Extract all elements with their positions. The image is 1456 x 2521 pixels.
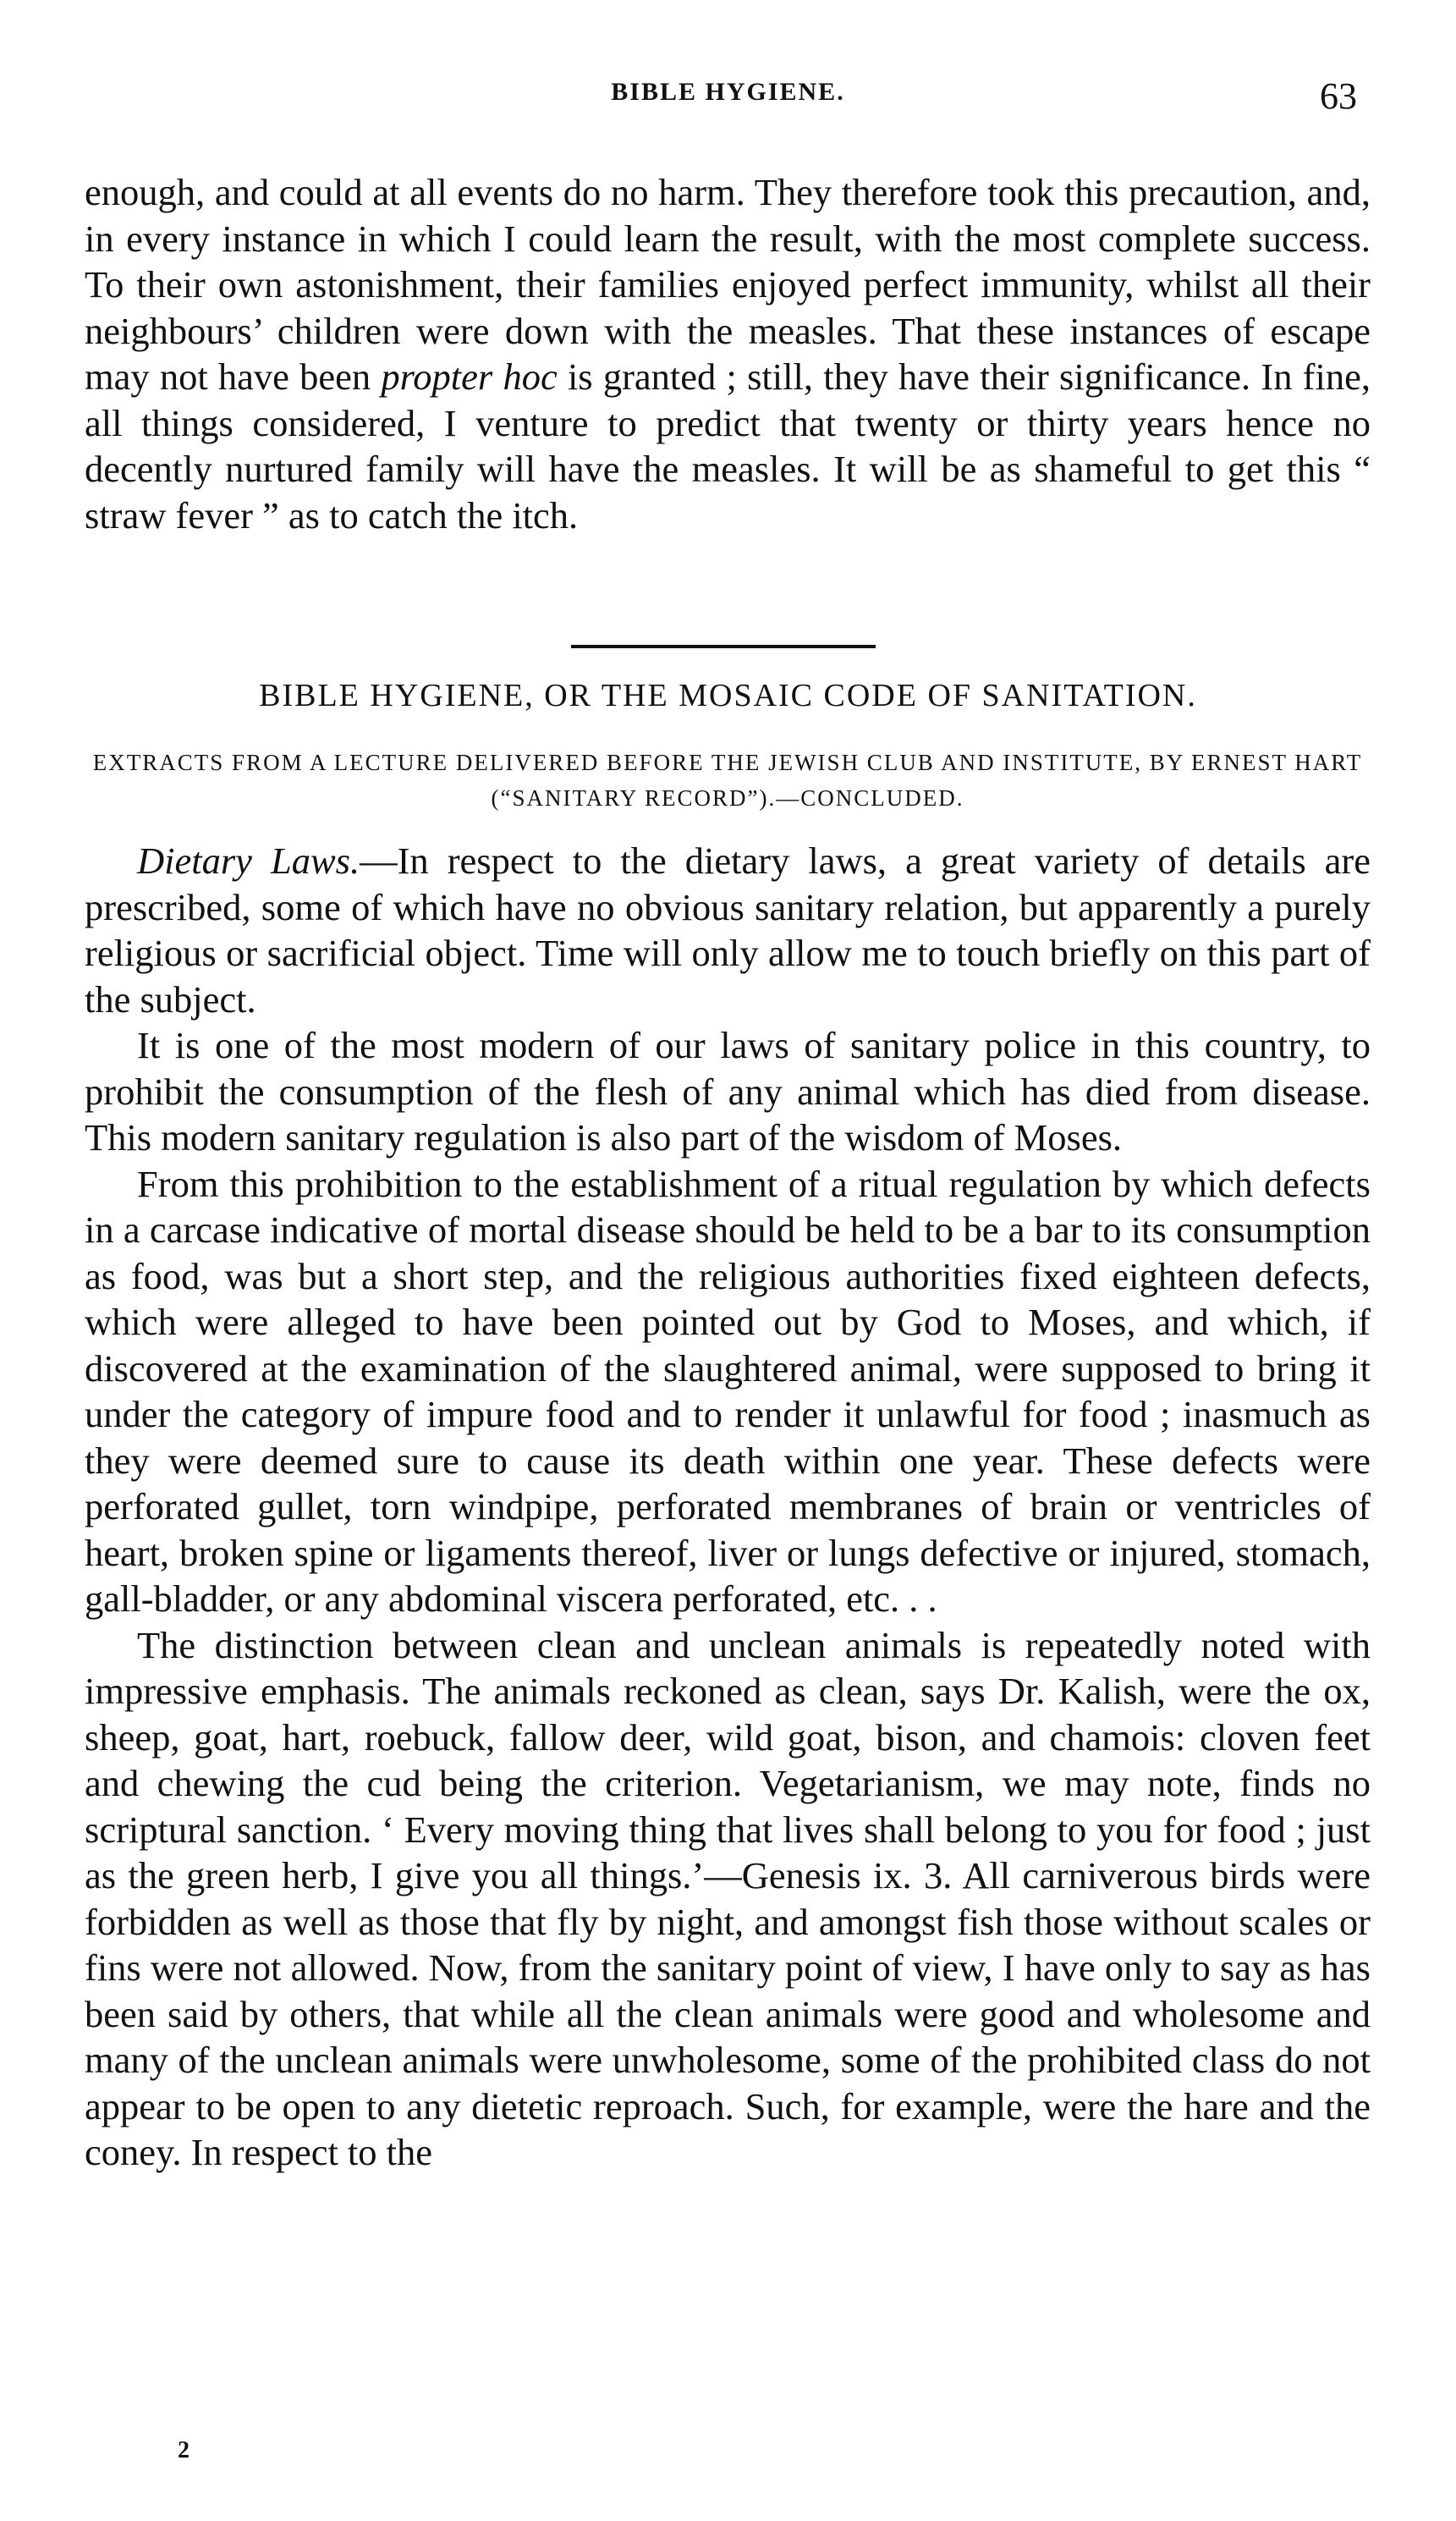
intro-italic-phrase: propter hoc (381, 355, 558, 398)
section-divider (571, 645, 876, 648)
intro-text-after: is granted ; still, they have their significance. In fine, all things considered, I venture to predict that twenty or thirty years hence no decently nurtured family will have the measles. It will be as shameful to get this “ straw fever ” as to catch the itch. (85, 355, 1371, 537)
signature-mark: 2 (178, 2437, 190, 2463)
paragraph-3: From this prohibition to the establishment of a ritual regulation by which defects in a carcase indicative of mortal disease should be held to be a bar to its consumption as food, was but a short step, and the religious authorities fixed eighteen defects, which were alleged to have been pointed out by God to Moses, and which, if discovered at the examination of the slaughtered animal, were supposed to bring it under the category of impure food and to render it unlawful for food ; inasmuch as they were deemed sure to cause its death within one year. These defects were perforated gullet, torn windpipe, perforated membranes of brain or ventricles of heart, broken spine or ligaments thereof, liver or lungs defective or injured, stomach, gall-bladder, or any abdominal viscera perforated, etc. . . (85, 1162, 1371, 1620)
paragraph-2: It is one of the most modern of our laws of sanitary police in this country, to prohibit the consumption of the flesh of any animal which has died from disease. This modern sanitary regulation is also part of the wisdom of Moses. (85, 1024, 1371, 1159)
paragraph-dietary-laws (85, 838, 1371, 1022)
paragraph-1-text: —In respect to the dietary laws, a great variety of details are prescribed, some of which have no obvious sanitary relation, but apparently a purely religious or sacrificial object. Time will only allow me to touch briefly on this part of the subject. (85, 839, 1371, 1021)
running-title: BIBLE HYGIENE. (611, 78, 845, 106)
dietary-laws-heading: Dietary Laws. (137, 839, 360, 882)
section-body (85, 838, 1371, 2176)
page-number: 63 (1320, 75, 1357, 117)
section-subtitle: EXTRACTS FROM A LECTURE DELIVERED BEFORE THE JEWISH CLUB AND INSTITUTE, BY ERNEST HART (“SANITARY RECORD”).—CONCLUDED. (92, 750, 1363, 811)
paragraph-4: The distinction between clean and unclean animals is repeatedly noted with impressive emphasis. The animals reckoned as clean, says Dr. Kalish, were the ox, sheep, goat, hart, roebuck, fallow deer, wild goat, bison, and chamois: cloven feet and chewing the cud being the criterion. Vegetarianism, we may note, finds no scriptural sanction. ‘ Every moving thing that lives shall belong to you for food ; just as the green herb, I give you all things.’—Genesis ix. 3. All carniverous birds were forbidden as well as those that fly by night, and amongst fish those without scales or fins were not allowed. Now, from the sanitary point of view, I have only to say as has been said by others, that while all the clean animals were good and wholesome and many of the unclean animals were unwholesome, some of the prohibited class do not appear to be open to any dietetic reproach. Such, for example, were the hare and the coney. In respect to the (85, 1623, 1371, 2173)
intro-text-before: enough, and could at all events do no harm. They therefore took this precaution, and, in every instance in which I could learn the result, with the most complete success. To their own astonishment, their families enjoyed perfect immunity, whilst all their neighbours’ children were down with the measles. That these instances of escape may not have been (85, 171, 1371, 398)
intro-paragraph (85, 169, 1371, 538)
section-title: BIBLE HYGIENE, OR THE MOSAIC CODE OF SANITATION. (259, 678, 1197, 713)
